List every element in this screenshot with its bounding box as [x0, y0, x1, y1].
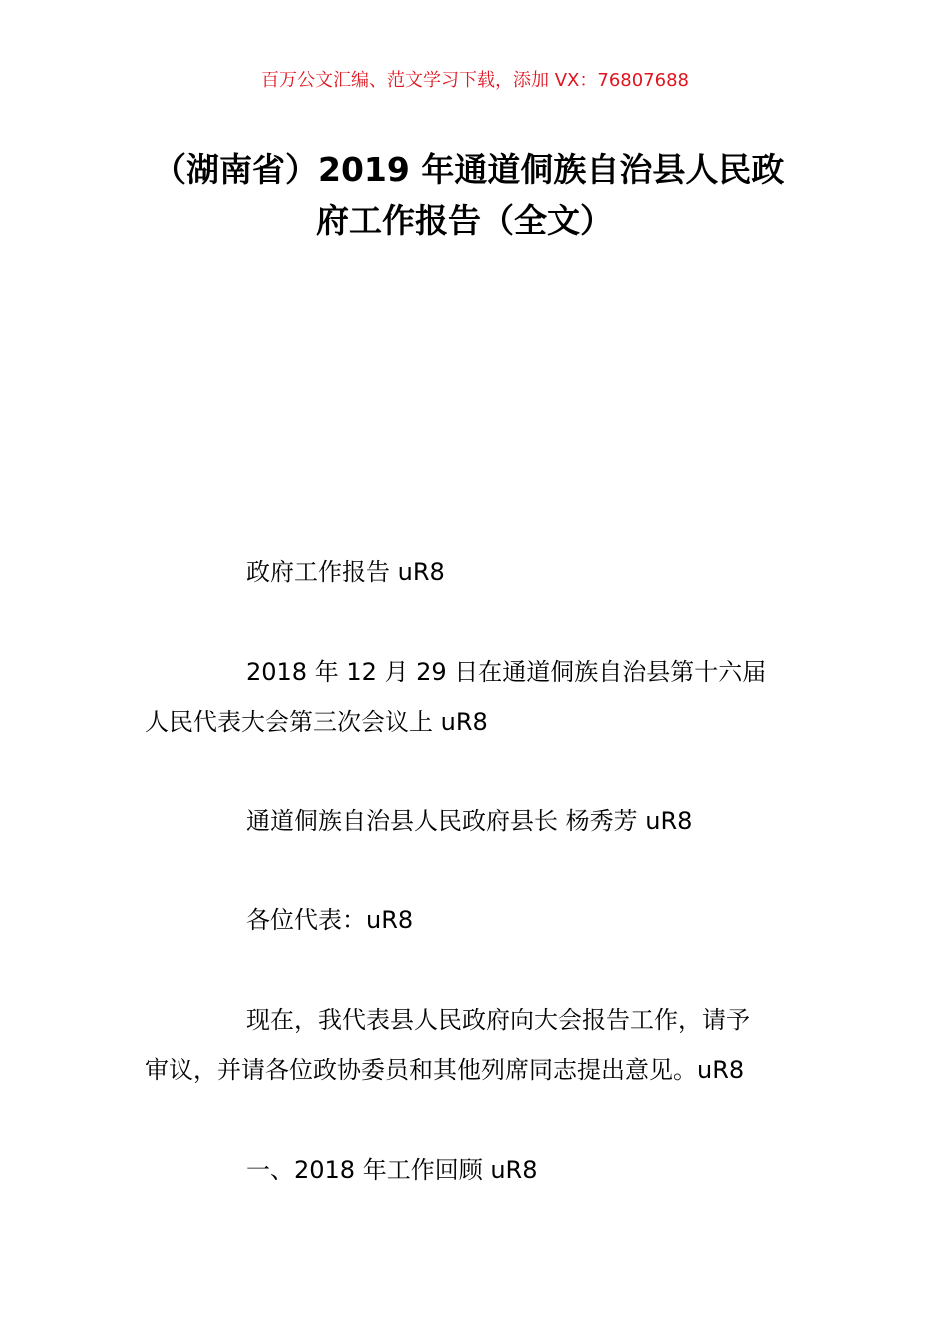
- paragraph-meeting-date-line-2: 人民代表大会第三次会议上 uR8: [145, 708, 488, 736]
- section-heading-review: 一、2018 年工作回顾 uR8: [246, 1156, 538, 1184]
- document-title-line-2: 府工作报告（全文）: [316, 201, 613, 240]
- header-notice: 百万公文汇编、范文学习下载，添加 VX：76807688: [261, 70, 689, 91]
- document-title-line-1: （湖南省）2019 年通道侗族自治县人民政: [153, 150, 785, 189]
- paragraph-salutation: 各位代表：uR8: [246, 906, 414, 934]
- paragraph-report-label: 政府工作报告 uR8: [246, 558, 445, 586]
- paragraph-meeting-date-line-1: 2018 年 12 月 29 日在通道侗族自治县第十六届: [246, 658, 767, 686]
- paragraph-intro-line-2: 审议，并请各位政协委员和其他列席同志提出意见。uR8: [145, 1056, 745, 1084]
- paragraph-speaker: 通道侗族自治县人民政府县长 杨秀芳 uR8: [246, 807, 693, 835]
- paragraph-intro-line-1: 现在，我代表县人民政府向大会报告工作，请予: [246, 1006, 750, 1034]
